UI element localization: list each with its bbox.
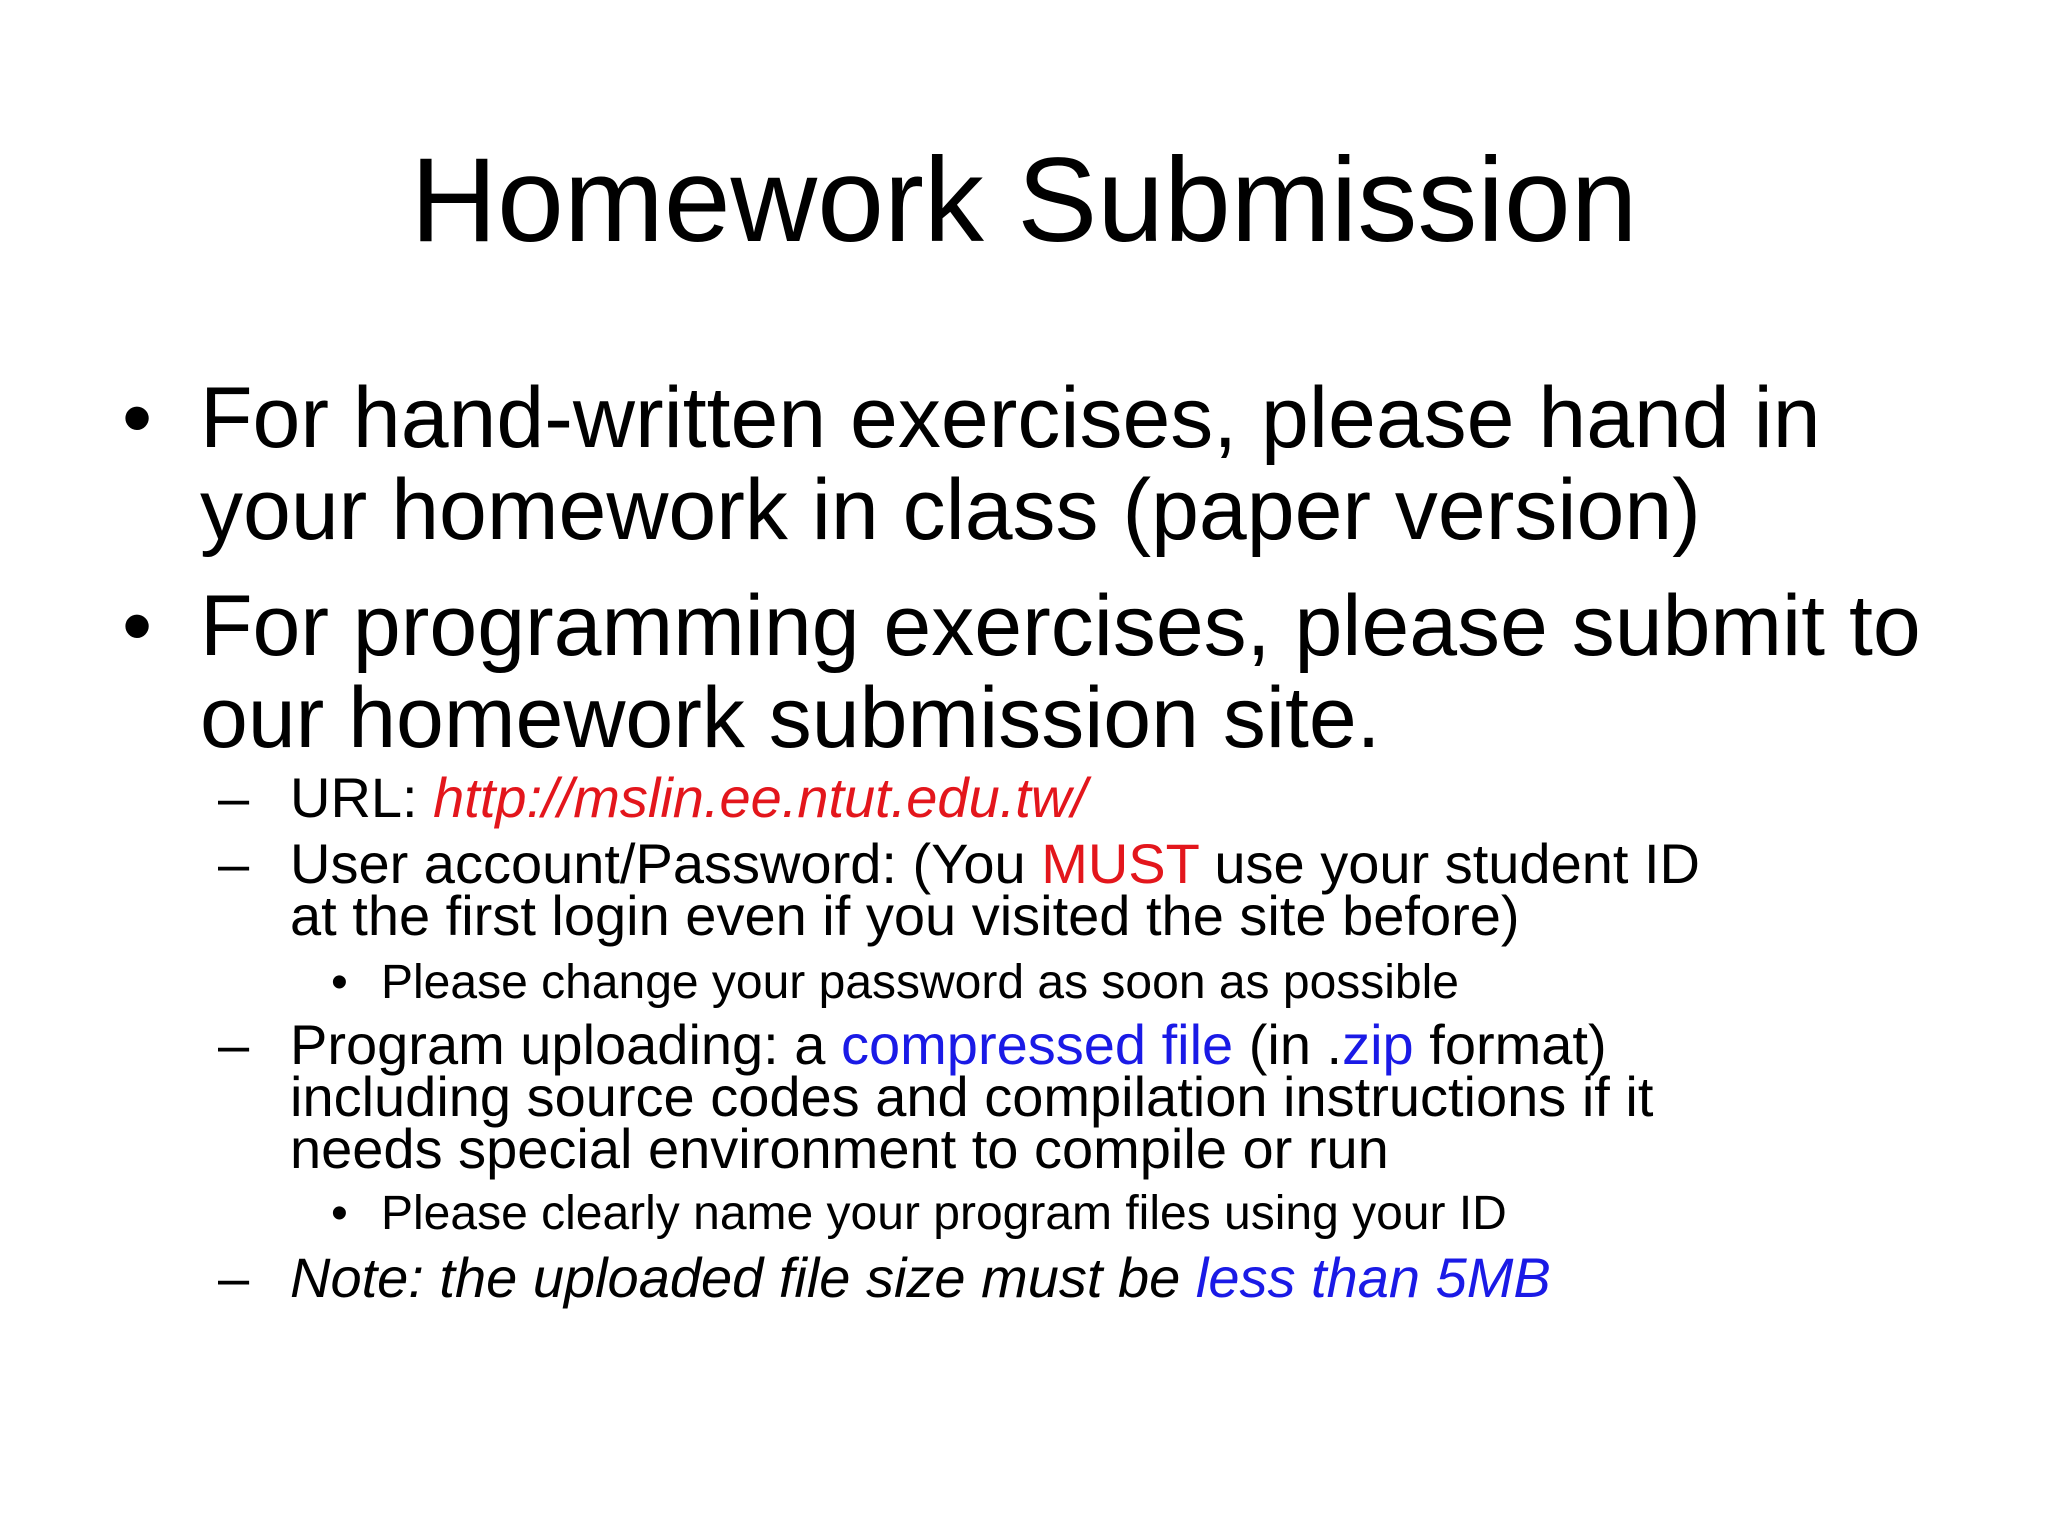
dash-icon: – [218,1013,250,1076]
must-emphasis: MUST [1041,832,1199,895]
url-label: URL: [290,766,434,829]
url-item [218,766,2030,829]
bullet-2-line-2: our homework submission site. [200,670,1381,766]
url-link[interactable]: http://mslin.ee.ntut.edu.tw/ [433,766,1087,829]
upload-item-line-3: needs special environment to compile or run [290,1117,1389,1180]
compressed-file-highlight: compressed file [841,1013,1234,1076]
bullet-icon: • [122,370,153,466]
size-limit-highlight: less than 5MB [1195,1246,1551,1309]
zip-highlight: zip [1342,1013,1414,1076]
bullet-icon: • [122,578,153,674]
bullet-1-line-1: • For hand-written exercises, please hand in [122,370,1821,466]
dash-icon: – [218,766,250,829]
upload-item-line-1: – Program uploading: a compressed file (in .zip format) [218,1013,1607,1076]
dash-icon: – [218,832,250,895]
bullet-1-line-2: your homework in class (paper version) [200,462,1701,558]
account-item-line-1: – User account/Password: (You MUST use your student ID [218,832,1700,895]
slide-title: Homework Submission [410,133,1638,267]
upload-sub-item: • Please clearly name your program files using your ID [331,1187,1507,1240]
bullet-icon: • [331,956,348,1009]
bullet-2-line-1: • For programming exercises, please submit to [122,578,1921,674]
note-item: – Note: the uploaded file size must be less than 5MB [218,1246,1551,1309]
account-sub-item: • Please change your password as soon as possible [331,956,1459,1009]
bullet-icon: • [331,1187,348,1240]
dash-icon: – [218,1246,250,1309]
account-item-line-2: at the first login even if you visited the site before) [290,884,1520,947]
upload-item-line-2: including source codes and compilation instructions if it [290,1065,1654,1128]
